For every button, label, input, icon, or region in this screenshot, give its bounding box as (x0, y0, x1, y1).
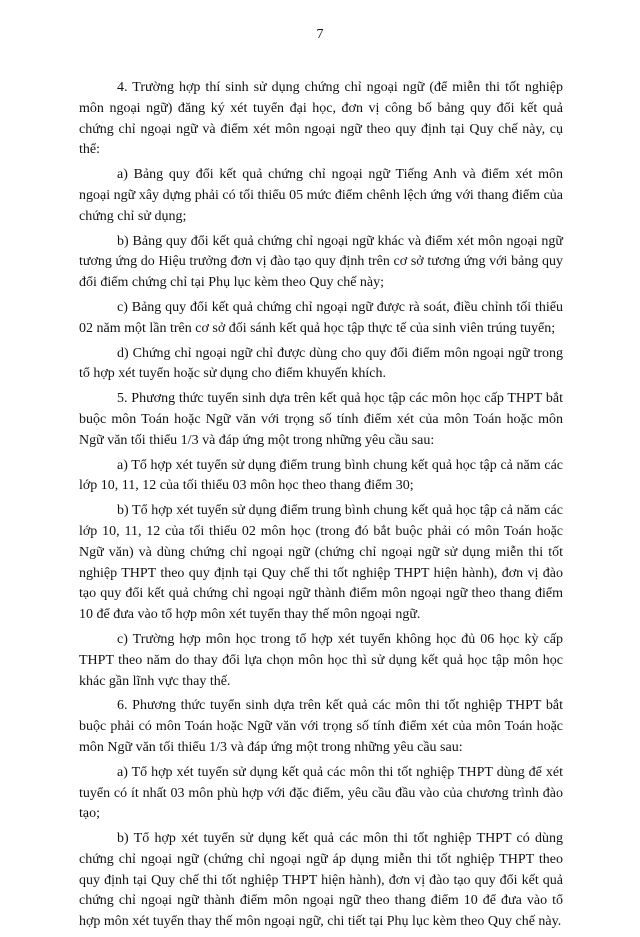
document-body (79, 78, 563, 937)
paragraph-6a: a) Tổ hợp xét tuyển sử dụng kết quả các môn thi tốt nghiệp THPT dùng để xét tuyển có ít nhất 03 môn phù hợp với đặc điểm, yêu cầu đầu vào của chương trình đào tạo; (79, 764, 563, 822)
paragraph-5a: a) Tổ hợp xét tuyển sử dụng điểm trung bình chung kết quả học tập cả năm các lớp 10, 11, 12 của tối thiểu 03 môn học theo thang điểm 30; (79, 457, 563, 494)
paragraph-4-intro: 4. Trường hợp thí sinh sử dụng chứng chỉ ngoại ngữ (để miễn thi tốt nghiệp môn ngoại ngữ) đăng ký xét tuyển đại học, đơn vị công bố bảng quy đổi kết quả chứng chỉ ngoại ngữ và điểm xét môn ngoại ngữ theo quy định tại Quy chế này, cụ thể: (79, 80, 563, 158)
paragraph-5b: b) Tổ hợp xét tuyển sử dụng điểm trung bình chung kết quả học tập cả năm các lớp 10, 11, 12 của tối thiểu 02 môn học (trong đó bắt buộc phải có môn Toán hoặc Ngữ văn) và dùng chứng chỉ ngoại ngữ (chứng chỉ ngoại ngữ sử dụng miễn thi tốt nghiệp THPT theo quy định tại Quy chế thi tốt nghiệp THPT hiện hành), đơn vị đào tạo quy đổi kết quả chứng chỉ ngoại ngữ thành điểm môn ngoại ngữ theo thang điểm 10 để đưa vào tổ hợp môn xét tuyển thay thế môn ngoại ngữ. (79, 503, 563, 623)
paragraph-6-intro: 6. Phương thức tuyển sinh dựa trên kết quả các môn thi tốt nghiệp THPT bắt buộc phải có môn Toán hoặc Ngữ văn với trọng số tính điểm xét của môn Toán hoặc môn Ngữ văn tối thiểu 1/3 và đáp ứng một trong những yêu cầu sau: (79, 698, 563, 755)
paragraph-5c: c) Trường hợp môn học trong tổ hợp xét tuyển không học đủ 06 học kỳ cấp THPT theo năm do thay đổi lựa chọn môn học thì sử dụng kết quả học tập môn học khác gần lĩnh vực thay thế. (79, 631, 563, 689)
paragraph-5-intro: 5. Phương thức tuyển sinh dựa trên kết quả học tập các môn học cấp THPT bắt buộc môn Toán hoặc Ngữ văn với trọng số tính điểm xét của môn Toán hoặc môn Ngữ văn tối thiểu 1/3 và đáp ứng một trong những yêu cầu sau: (79, 391, 563, 448)
paragraph-4c: c) Bảng quy đổi kết quả chứng chỉ ngoại ngữ được rà soát, điều chỉnh tối thiểu 02 năm một lần trên cơ sở đối sánh kết quả học tập thực tế của sinh viên trúng tuyển; (79, 299, 563, 336)
page-number: 7 (316, 27, 324, 42)
paragraph-4a: a) Bảng quy đổi kết quả chứng chỉ ngoại ngữ Tiếng Anh và điểm xét môn ngoại ngữ xây dựng phải có tối thiểu 05 mức điểm chênh lệch ứng với thang điểm của chứng chỉ sử dụng; (79, 167, 563, 224)
paragraph-4d: d) Chứng chỉ ngoại ngữ chỉ được dùng cho quy đổi điểm môn ngoại ngữ trong tổ hợp xét tuyển hoặc sử dụng cho điểm khuyến khích. (79, 345, 563, 382)
paragraph-6b: b) Tổ hợp xét tuyển sử dụng kết quả các môn thi tốt nghiệp THPT có dùng chứng chỉ ngoại ngữ (chứng chỉ ngoại ngữ áp dụng miễn thi tốt nghiệp THPT theo quy định tại Quy chế thi tốt nghiệp THPT hiện hành), đơn vị đào tạo quy đổi kết quả chứng chỉ ngoại ngữ thành điểm môn ngoại ngữ theo thang điểm 10 để đưa vào tổ hợp môn xét tuyển thay thế môn ngoại ngữ, chi tiết tại Phụ lục kèm theo Quy chế này. (79, 831, 563, 930)
paragraph-4b: b) Bảng quy đổi kết quả chứng chỉ ngoại ngữ khác và điểm xét môn ngoại ngữ tương ứng do Hiệu trưởng đơn vị đào tạo quy định trên cơ sở tương ứng với bảng quy đổi điểm chứng chỉ tại Phụ lục kèm theo Quy chế này; (79, 233, 563, 291)
